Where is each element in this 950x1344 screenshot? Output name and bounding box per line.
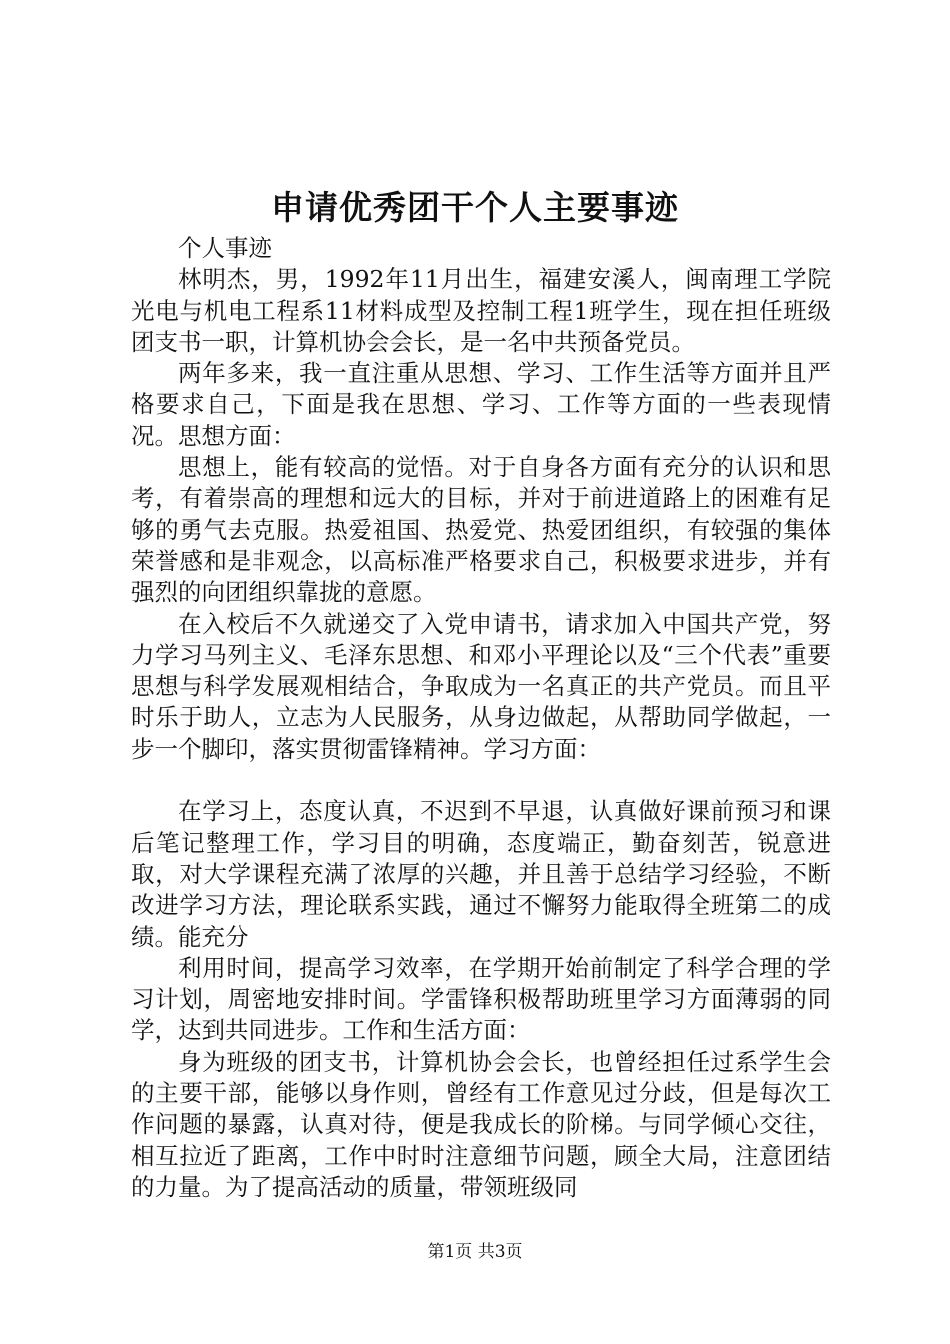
paragraph-heading: 个人事迹	[178, 234, 272, 262]
paragraph: 两年多来，我一直注重从思想、学习、工作生活等方面并且严格要求自己，下面是我在思想、学习、工作等方面的一些表现情况。思想方面：	[131, 359, 831, 450]
paragraph: 林明杰，男，1992年11月出生，福建安溪人，闽南理工学院光电与机电工程系11材料成型及控制工程1班学生，现在担任班级团支书一职，计算机协会会长，是一名中共预备党员。	[131, 265, 831, 356]
paragraph: 利用时间，提高学习效率，在学期开始前制定了科学合理的学习计划，周密地安排时间。学雷锋积极帮助班里学习方面薄弱的同学，达到共同进步。工作和生活方面：	[131, 953, 831, 1045]
document-body	[131, 233, 831, 1203]
page-footer	[0, 1240, 950, 1264]
paragraph: 在学习上，态度认真，不迟到不早退，认真做好课前预习和课后笔记整理工作，学习目的明确，态度端正，勤奋刻苦，锐意进取，对大学课程充满了浓厚的兴趣，并且善于总结学习经验，不断改进学习方法，理论联系实践，通过不懈努力能取得全班第二的成绩。能充分	[131, 797, 831, 951]
document-title: 申请优秀团干个人主要事迹	[271, 188, 679, 227]
page-indicator: 第1页 共3页	[427, 1242, 523, 1262]
paragraph: 思想上，能有较高的觉悟。对于自身各方面有充分的认识和思考，有着崇高的理想和远大的目标，并对于前进道路上的困难有足够的勇气去克服。热爱祖国、热爱党、热爱团组织，有较强的集体荣誉感和是非观念，以高标准严格要求自己，积极要求进步，并有强烈的向团组织靠拢的意愿。	[131, 453, 831, 607]
paragraph: 在入校后不久就递交了入党申请书，请求加入中国共产党，努力学习马列主义、毛泽东思想、和邓小平理论以及“三个代表”重要思想与科学发展观相结合，争取成为一名真正的共产党员。而且平时乐于助人，立志为人民服务，从身边做起，从帮助同学做起，一步一个脚印，落实贯彻雷锋精神。学习方面：	[131, 609, 831, 763]
paragraph: 身为班级的团支书，计算机协会会长，也曾经担任过系学生会的主要干部，能够以身作则，曾经有工作意见过分歧，但是每次工作问题的暴露，认真对待，便是我成长的阶梯。与同学倾心交往，相互拉近了距离，工作中时时注意细节问题，顾全大局，注意团结的力量。为了提高活动的质量，带领班级同	[131, 1047, 831, 1201]
